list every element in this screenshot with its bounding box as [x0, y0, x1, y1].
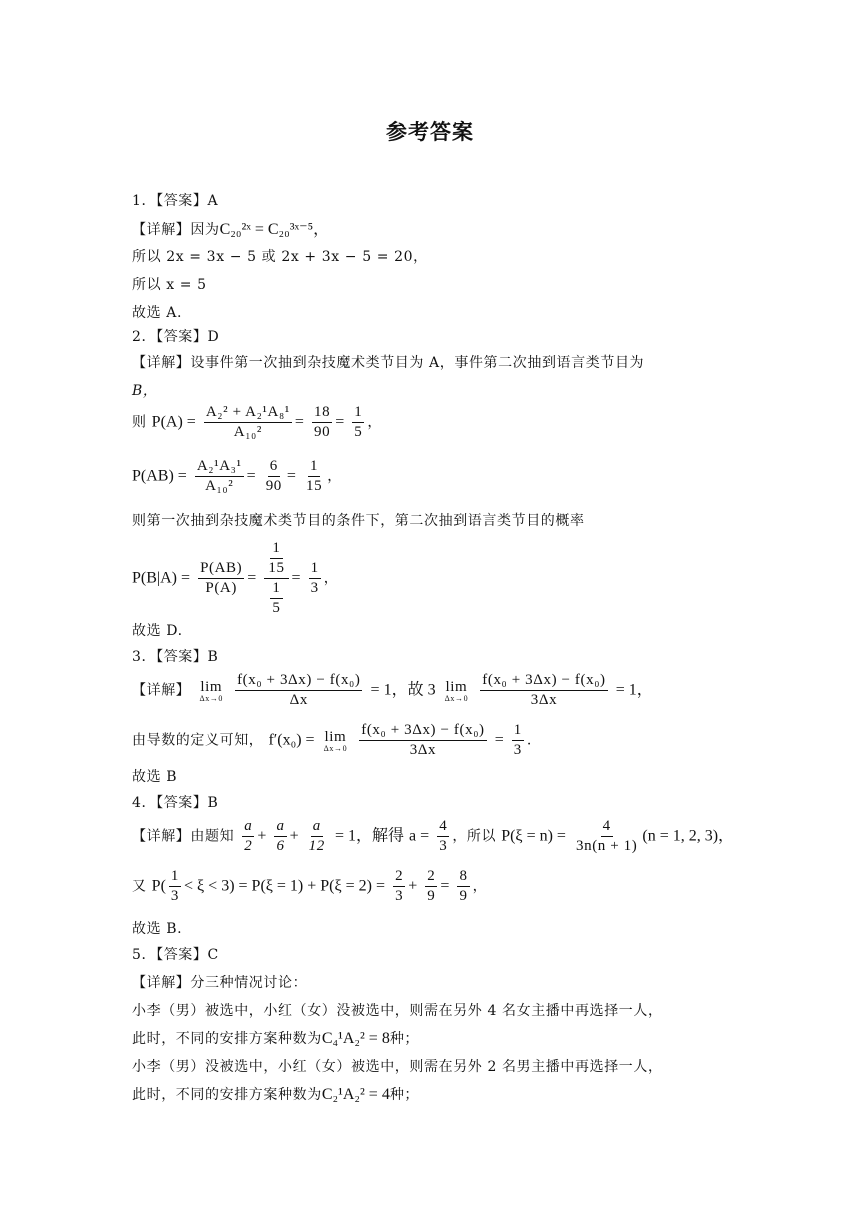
q4-term-3	[457, 868, 469, 905]
q2-pa-result-num: 1	[352, 404, 364, 423]
q3-derivative-line	[132, 722, 532, 759]
q3-lim-3-text: lim	[324, 728, 347, 745]
q3-fraction-2	[480, 672, 607, 709]
q2-conditional-text: 则第一次抽到杂技魔术类节目的条件下，第二次抽到语言类节目的概率	[132, 513, 585, 529]
q4-term-1-num: 2	[393, 868, 405, 887]
q4-frac-a2-den: 2	[244, 838, 253, 854]
q4-term-2-den: 9	[427, 888, 436, 904]
q2-pba-result-den: 3	[310, 580, 319, 596]
q3-lim-2-sub: Δx→0	[444, 693, 469, 703]
q2-pab-result-num: 1	[308, 458, 320, 477]
q2-pa-end: ，	[367, 414, 382, 431]
q3-result-den: 3	[513, 742, 522, 758]
q2-pa-value-den: 90	[313, 424, 331, 440]
q5-case2-count	[132, 1084, 419, 1104]
q1-combination-equation: C₂₀²ˣ = C₂₀³ˣ⁻⁵，	[219, 221, 330, 238]
q3-fraction-3-den: 3Δx	[409, 742, 437, 758]
q2-pba-denominator: P(A)	[205, 580, 237, 596]
q4-term-3-num: 8	[457, 868, 469, 887]
q3-lim-2-text: lim	[445, 678, 468, 695]
q2-pba-bottom-num: 1	[270, 580, 282, 599]
q5-case2-suffix: 种；	[389, 1087, 420, 1103]
q4-p-den: 3n(n + 1)	[576, 838, 638, 854]
q2-pab-fraction	[195, 458, 244, 495]
q4-frac-a6-num: a	[274, 818, 286, 837]
q4-line2-prefix: 又	[132, 878, 147, 895]
q5-case2-formula: C₂¹A₂² = 4	[321, 1086, 390, 1103]
q2-pba-top-num: 1	[270, 540, 282, 559]
q2-pab-value	[264, 458, 284, 495]
q3-fraction-2-num: f(x₀ + 3Δx) − f(x₀)	[480, 672, 607, 691]
q4-term-1-den: 3	[395, 888, 404, 904]
q1-detail-prefix: 【详解】因为	[132, 222, 220, 238]
q4-a-value	[437, 818, 449, 855]
q4-sum-tail: = 1，解得	[334, 827, 404, 845]
q3-fraction-1-num: f(x₀ + 3Δx) − f(x₀)	[235, 672, 362, 691]
q4-range-line: 又 P( $\frac{1}{3}$ < ξ < 3) = P(ξ = 1) + P(ξ = 2) = $\frac{2}{3}$ + $\frac{2}{9}$ = $\frac{8}{9}$ ，	[132, 868, 488, 904]
q3-result-num: 1	[512, 722, 524, 741]
q4-term-1	[393, 868, 405, 905]
q4-frac-a12-den: 12	[308, 838, 325, 854]
q4-p-fraction	[574, 818, 639, 855]
q5-case1-suffix: 种；	[389, 1031, 420, 1047]
q2-pa-prefix: 则	[132, 414, 147, 431]
q3-fraction-2-den: 3Δx	[530, 692, 558, 708]
q4-conclusion: 故选 B.	[132, 921, 183, 937]
q3-conclusion: 故选 B	[132, 769, 178, 785]
q4-a-value-den: 3	[439, 838, 448, 854]
q1-detail	[132, 216, 329, 239]
q5-case2-prefix: 此时，不同的安排方案种数为	[132, 1087, 322, 1103]
q4-frac-a6	[274, 818, 286, 855]
q4-p-lhs: P(ξ = n) =	[501, 827, 566, 845]
q5-case1-formula: C₄¹A₂² = 8	[321, 1030, 390, 1047]
q3-fraction-1	[235, 672, 362, 709]
q3-lim-3-sub: Δx→0	[323, 743, 348, 753]
q4-term-3-den: 9	[459, 888, 468, 904]
q5-detail: 【详解】分三种情况讨论：	[132, 975, 308, 991]
q2-pba-lhs: P(B|A) =	[132, 569, 191, 587]
q2-pba-result	[309, 560, 321, 597]
q4-range-den: 3	[170, 888, 180, 904]
q3-detail-prefix: 【详解】	[132, 682, 191, 699]
q4-frac-a6-den: 6	[276, 838, 285, 854]
q3-eq1: = 1，故 3	[370, 681, 436, 699]
q2-pa-value	[312, 404, 332, 441]
q4-range-tail: < ξ < 3) = P(ξ = 1) + P(ξ = 2) =	[184, 877, 386, 895]
q5-case2: 小李（男）没被选中，小红（女）被选中，则需在另外 2 名男主播中再选择一人，	[132, 1059, 663, 1075]
q3-derivative-lhs: f′(x₀) =	[268, 731, 315, 749]
q4-p-num: 4	[601, 818, 613, 837]
q4-sum-line: 【详解】由题知 $\frac{a}{2}$ + $\frac{a}{6}$ + $\frac{a}{12}$ = 1，解得 a = $\frac{4}{3}$ ，所以 P(ξ = n) = $\frac{4}{3n(n + 1)}$ (n = 1, 2, 3)，	[132, 818, 735, 854]
q2-pa-numerator: A₂² + A₂¹A₈¹	[204, 404, 292, 423]
q2-pab-value-num: 6	[268, 458, 280, 477]
q2-pba-top-den: 15	[268, 560, 285, 576]
q3-fraction-3-num: f(x₀ + 3Δx) − f(x₀)	[359, 722, 486, 741]
q4-end: ，	[472, 878, 488, 895]
q1-answer: 1．【答案】A	[132, 193, 219, 209]
q2-pba-complex-fraction	[264, 540, 288, 617]
q2-detail: 【详解】设事件第一次抽到杂技魔术类节目为 A，事件第二次抽到语言类节目为	[132, 355, 645, 371]
q2-pa-equation: 则 P(A) = $\frac{\text{A₂² + A₂¹A₈¹}}{\text{A₁₀²}}$ = $\frac{18}{90}$ = $\frac{1}{5}$ ，	[132, 404, 382, 440]
q2-pa-result	[352, 404, 364, 441]
q2-pba-complex-top	[264, 540, 288, 579]
q4-a-eq: a =	[409, 827, 430, 845]
q3-line2-prefix: 由导数的定义可知，	[132, 732, 264, 749]
q2-pba-end: ，	[323, 570, 339, 587]
q4-frac-a2-num: a	[242, 818, 254, 837]
q5-answer: 5．【答案】C	[132, 947, 219, 963]
q4-range-fraction	[169, 868, 181, 905]
q4-term-2-num: 2	[425, 868, 437, 887]
q3-lim-1-sub: Δx→0	[199, 693, 224, 703]
q2-pa-fraction	[204, 404, 292, 441]
q1-conclusion: 故选 A.	[132, 305, 183, 321]
q2-pab-numerator: A₂¹A₃¹	[195, 458, 244, 477]
q4-frac-a12	[307, 818, 327, 855]
q2-pab-equation: P(AB) = $\frac{\text{A₂¹A₃¹}}{\text{A₁₀²}}$ = $\frac{6}{90}$ = $\frac{1}{15}$ ，	[132, 458, 342, 494]
q2-pab-lhs: P(AB) =	[132, 467, 187, 485]
q2-pa-result-den: 5	[354, 424, 363, 440]
q3-result	[512, 722, 524, 759]
q3-lim-2	[445, 679, 469, 703]
q5-case1-prefix: 此时，不同的安排方案种数为	[132, 1031, 322, 1047]
q2-pba-bottom-den: 5	[272, 600, 281, 616]
q5-case1-count	[132, 1028, 419, 1048]
q4-a-value-num: 4	[437, 818, 449, 837]
q3-lim-3	[324, 729, 348, 753]
q2-pba-complex-bottom	[268, 579, 284, 617]
q4-term-2	[425, 868, 437, 905]
q2-pba-equation: P(B|A) = $\frac{P(AB)}{P(A)}$ = $\frac{\frac{1}{15}}{\frac{1}{5}}$ = $\frac{1}{3}$ ，	[132, 540, 339, 616]
q2-pab-result	[304, 458, 324, 495]
q4-answer: 4．【答案】B	[132, 795, 219, 811]
q5-case1: 小李（男）被选中，小红（女）没被选中，则需在另外 4 名女主播中再选择一人，	[132, 1003, 663, 1019]
q2-pba-numerator: P(AB)	[198, 560, 244, 579]
q3-limit-line	[132, 672, 653, 709]
q2-pab-end: ，	[327, 468, 342, 485]
q2-pba-fraction	[198, 560, 244, 597]
q2-answer: 2．【答案】D	[132, 329, 220, 345]
q2-event-b: B，	[132, 383, 158, 399]
q2-pa-value-num: 18	[312, 404, 332, 423]
q2-pab-denominator: A₁₀²	[205, 478, 234, 494]
q3-lim-1	[199, 679, 223, 703]
q2-pab-value-den: 90	[265, 478, 282, 494]
q4-frac-a12-num: a	[311, 818, 323, 837]
q4-range-num: 1	[169, 868, 181, 887]
q3-eq3: =	[494, 731, 504, 749]
q1-line2: 所以 2x = 3x − 5 或 2x + 3x − 5 = 20，	[132, 249, 428, 265]
q2-pa-denominator: A₁₀²	[233, 424, 262, 440]
q2-pab-result-den: 15	[305, 478, 323, 494]
q2-pba-result-num: 1	[309, 560, 321, 579]
q3-answer: 3．【答案】B	[132, 649, 219, 665]
q2-pa-lhs: P(A) =	[151, 413, 196, 431]
q4-detail-prefix: 【详解】由题知	[132, 828, 235, 845]
q4-p-tail: (n = 1, 2, 3)，	[642, 827, 735, 845]
q4-so: ，所以	[452, 828, 497, 845]
q3-fraction-1-den: Δx	[289, 692, 308, 708]
q1-line3: 所以 x = 5	[132, 277, 207, 293]
q4-range-lhs: P(	[151, 877, 166, 895]
q3-lim-1-text: lim	[200, 678, 223, 695]
q3-eq2: = 1，	[615, 681, 653, 699]
page-title: 参考答案	[386, 119, 474, 144]
q3-result-end: .	[526, 732, 532, 749]
q4-frac-a2	[242, 818, 254, 855]
q3-fraction-3	[359, 722, 486, 759]
q2-conclusion: 故选 D.	[132, 623, 183, 639]
